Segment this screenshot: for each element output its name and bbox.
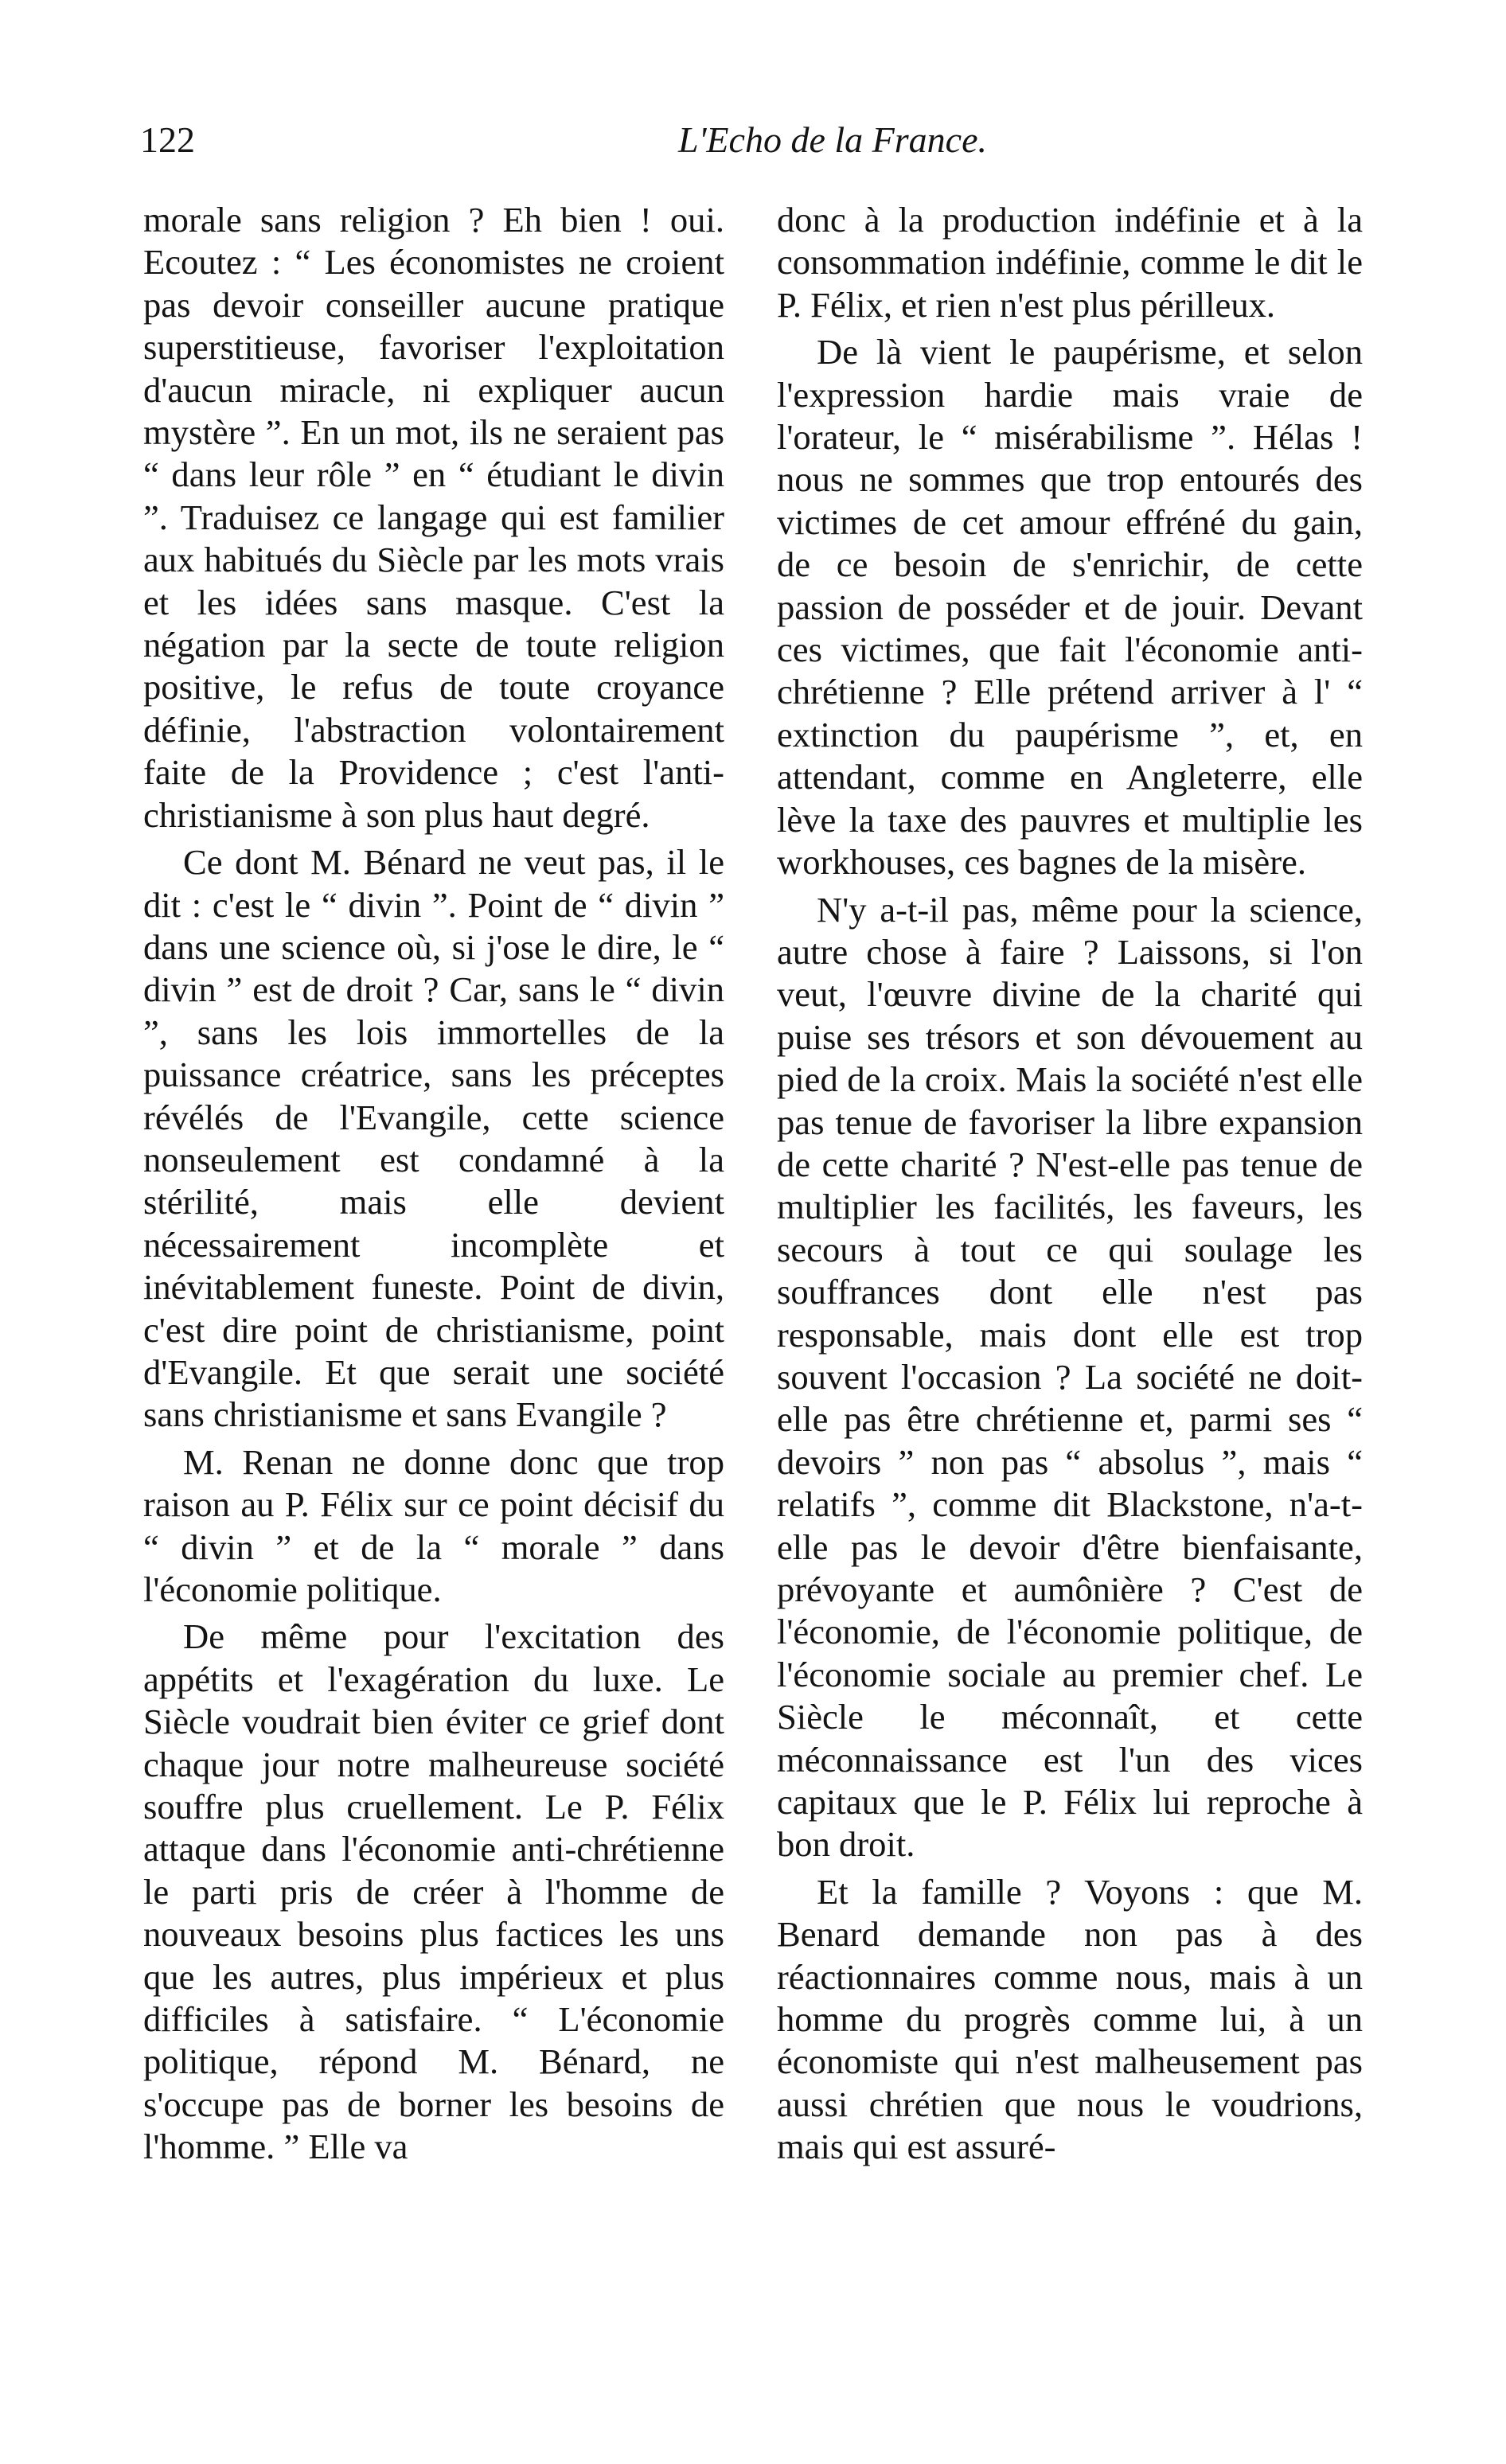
left-paragraph-1: morale sans religion ? Eh bien ! oui. Ecoutez : “ Les économistes ne croient pas devoir conseiller aucune pratique superstitieuse, favoriser l'exploitation d'aucun miracle, ni expliquer aucun mystère ”. En un mot, ils ne seraient pas “ dans leur rôle ” en “ étudiant le divin ”. Traduisez ce langage qui est familier aux habitués du Siècle par les mots vrais et les idées sans masque. C'est la négation par la secte de toute religion positive, le refus de toute croyance définie, l'abstraction volontairement faite de la Providence ; c'est l'anti-christianisme à son plus haut degré.: [143, 200, 724, 835]
page-header: [140, 116, 1382, 164]
running-title: L'Echo de la France.: [678, 119, 987, 160]
left-paragraph-4: De même pour l'excitation des appétits et l'exagération du luxe. Le Siècle voudrait bien éviter ce grief dont chaque jour notre malheureuse société souffre plus cruellement. Le P. Félix attaque dans l'économie anti-chrétienne le parti pris de créer à l'homme de nouveaux besoins plus factices les uns que les autres, plus impérieux et plus difficiles à satisfaire. “ L'économie politique, répond M. Bénard, ne s'occupe pas de borner les besoins de l'homme. ” Elle va: [143, 1616, 724, 2167]
right-column: [777, 199, 1363, 2174]
left-paragraph-3: M. Renan ne donne donc que trop raison au P. Félix sur ce point décisif du “ divin ” et de la “ morale ” dans l'économie politique.: [143, 1441, 724, 1609]
right-paragraph-2: De là vient le paupérisme, et selon l'expression hardie mais vraie de l'orateur, le “ misérabilisme ”. Hélas ! nous ne sommes que trop entourés des victimes de cet amour effréné du gain, de ce besoin de s'enrichir, de cette passion de posséder et de jouir. Devant ces victimes, que fait l'économie anti-chrétienne ? Elle prétend arriver à l' “ extinction du paupérisme ”, et, en attendant, comme en Angleterre, elle lève la taxe des pauvres et multiplie les workhouses, ces bagnes de la misère.: [777, 332, 1363, 883]
left-column: [143, 199, 724, 2174]
page-number: 122: [140, 119, 195, 160]
left-paragraph-2: Ce dont M. Bénard ne veut pas, il le dit : c'est le “ divin ”. Point de “ divin ” dans une science où, si j'ose le dire, le “ divin ” est de droit ? Car, sans le “ divin ”, sans les lois immortelles de la puissance créatrice, sans les préceptes révélés de l'Evangile, cette science nonseulement est condamné à la stérilité, mais elle devient nécessairement incomplète et inévitablement funeste. Point de divin, c'est dire point de christianisme, point d'Evangile. Et que serait une société sans christianisme et sans Evangile ?: [143, 842, 724, 1435]
right-paragraph-4: Et la famille ? Voyons : que M. Benard demande non pas à des réactionnaires comme nous, mais à un homme du progrès comme lui, à un économiste qui n'est malheusement pas aussi chrétien que nous le voudrions, mais qui est assuré-: [777, 1871, 1363, 2167]
right-paragraph-3: N'y a-t-il pas, même pour la science, autre chose à faire ? Laissons, si l'on veut, l'œuvre divine de la charité qui puise ses trésors et son dévouement au pied de la croix. Mais la société n'est elle pas tenue de favoriser la libre expansion de cette charité ? N'est-elle pas tenue de multiplier les facilités, les faveurs, les secours à tout ce qui soulage les souffrances dont elle n'est pas responsable, mais dont elle est trop souvent l'occasion ? La société ne doit-elle pas être chrétienne et, parmi ses “ devoirs ” non pas “ absolus ”, mais “ relatifs ”, comme dit Blackstone, n'a-t-elle pas le devoir d'être bienfaisante, prévoyante et aumônière ? C'est de l'économie, de l'économie politique, de l'économie sociale au premier chef. Le Siècle le méconnaît, et cette méconnaissance est l'un des vices capitaux que le P. Félix lui reproche à bon droit.: [777, 889, 1363, 1865]
right-paragraph-1: donc à la production indéfinie et à la consommation indéfinie, comme le dit le P. Félix, et rien n'est plus périlleux.: [777, 200, 1363, 325]
